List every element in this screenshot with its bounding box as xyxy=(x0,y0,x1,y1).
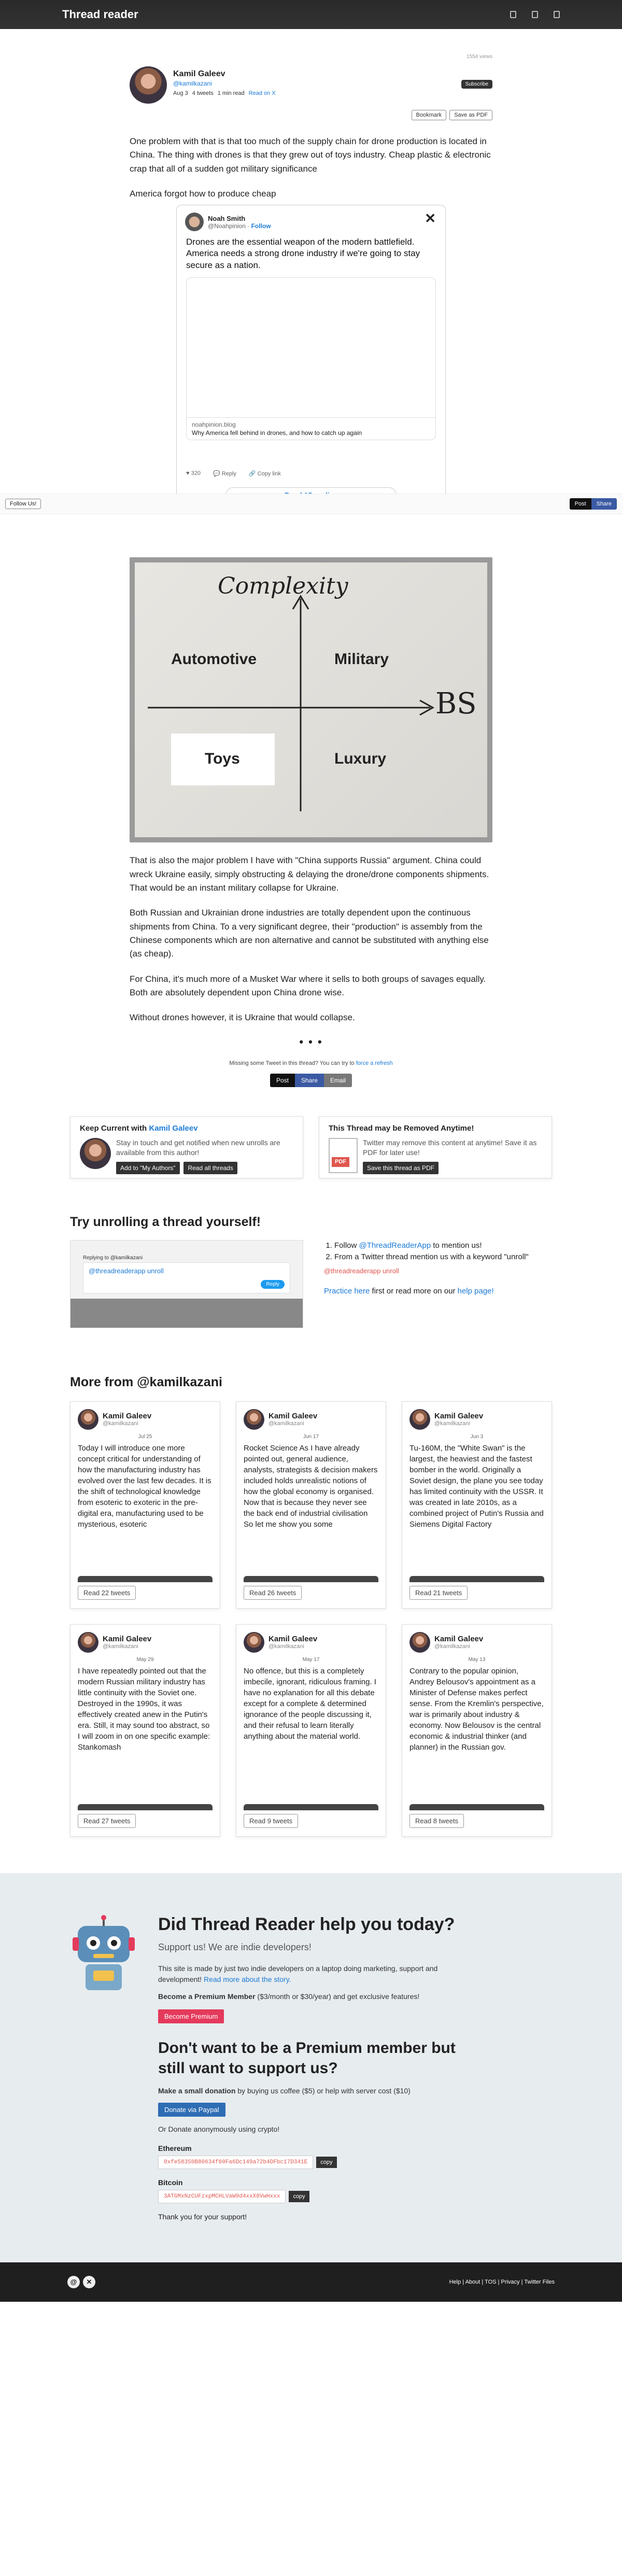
card-author-handle: @kamilkazani xyxy=(268,1643,304,1650)
step-1: 1. Follow @ThreadReaderApp to mention us! xyxy=(334,1240,529,1251)
card-author-name: Kamil Galeev xyxy=(434,1412,484,1421)
save-thread-pdf-button[interactable]: Save this thread as PDF xyxy=(363,1162,439,1174)
try-unroll-steps: 1. Follow @ThreadReaderApp to mention us! 2. From a Twitter thread mention us with a keyword "unroll" @threadreaderapp unroll Practice here first or read more on our help page! xyxy=(324,1240,529,1328)
card-avatar xyxy=(409,1409,430,1430)
card-date: Jul 25 xyxy=(138,1433,152,1440)
card-image xyxy=(409,1576,544,1582)
embedded-tweet[interactable]: Noah Smith @Noahpinion · Follow ✕ Drones are the essential weapon of the modern battlefield. America needs a strong drone industry if we're going to stay secure as a nation. noahpinion.blog Why America fell behind in drones, and how to catch up again ♥ 320 💬 Reply 🔗 Copy link xyxy=(176,205,446,511)
tweet-text-3: That is also the major problem I have with "China supports Russia" argument. China could wreck Ukraine easily, simply obstructing & delaying the drone/drone components shipments. That would be an instant military collapse for Ukraine. xyxy=(130,855,489,893)
card-image xyxy=(244,1804,378,1810)
robot-mascot-icon xyxy=(70,1915,137,1992)
support-title: Did Thread Reader help you today? xyxy=(158,1914,455,1934)
card-image xyxy=(78,1576,213,1582)
embed-text: Drones are the essential weapon of the modern battlefield. America needs a strong drone industry if we're going to stay secure as a nation. xyxy=(186,237,420,270)
card-text: Today I will introduce one more concept critical for understanding of how the manufacturing industry has evolved over the last few decades. It is the shift of technological knowledge from esoteric to exoteric in the pre-digital era, manufacturing used to be mysterious, esoteric xyxy=(78,1443,211,1529)
copy-ethereum-button[interactable]: copy xyxy=(316,2157,336,2168)
embed-link-domain: noahpinion.blog xyxy=(192,420,236,428)
card-date: May 17 xyxy=(302,1656,320,1663)
card-image xyxy=(244,1576,378,1582)
thread-card[interactable] xyxy=(70,1624,220,1837)
board-quadrant-4: Luxury xyxy=(334,750,387,768)
tweet-text-1: One problem with that is that too much of the supply chain for drone production is located in China. The thing with drones is that they grew out of toys industry. Cheap plastic & electronic crap that all of a sudden got military significance xyxy=(130,136,491,174)
ethereum-label: Ethereum xyxy=(158,2144,192,2152)
share-email-button[interactable]: Email xyxy=(324,1074,352,1087)
footer-links[interactable]: Help | About | TOS | Privacy | Twitter Files xyxy=(449,2278,555,2285)
thread-card[interactable] xyxy=(402,1401,552,1609)
board-quadrant-3: Toys xyxy=(205,750,240,768)
author-name[interactable]: Kamil Galeev xyxy=(173,69,225,78)
unroll-example-screenshot xyxy=(70,1240,303,1328)
promo-author-avatar xyxy=(80,1138,111,1169)
card-author-name: Kamil Galeev xyxy=(268,1635,318,1644)
thread-card[interactable] xyxy=(236,1401,386,1609)
donate-paypal-button[interactable]: Donate via Paypal xyxy=(158,2103,225,2117)
board-quadrant-1: Automotive xyxy=(171,651,257,668)
card-avatar xyxy=(78,1409,98,1430)
card-text: Tu-160M, the "White Swan" is the largest, the heaviest and the fastest bomber in the world. Originally a Soviet design, the plane you see today has limited continuity with the USSR. It was created in late 2010s, as a combined project of Putin's Russia and Siemens Digital Factory xyxy=(409,1443,544,1529)
card-avatar xyxy=(244,1409,264,1430)
embed-like-button[interactable]: ♥ 320 xyxy=(186,470,201,477)
tweet-text-4: Both Russian and Ukrainian drone industries are totally dependent upon the continuous shipments from China. To a very significant degree, their "production" is assembly from the Chinese components which are non alternative and cannot be substituted with anything else (as cheap). xyxy=(130,908,489,959)
thread-date: Aug 3 xyxy=(173,90,188,96)
card-author-name: Kamil Galeev xyxy=(434,1635,484,1644)
bitcoin-address[interactable]: 3ATGMxNzCUFzxpMCHLVaW9d4xxX8VwHxxx xyxy=(158,2190,286,2203)
more-threads-grid xyxy=(70,1401,552,1837)
thread-meta xyxy=(173,90,455,96)
keep-current-text: Stay in touch and get notified when new unrolls are available from this author! xyxy=(116,1138,280,1157)
author-block xyxy=(130,29,492,104)
tweet-text-6: Without drones however, it is Ukraine that would collapse. xyxy=(130,1012,355,1023)
thread-container xyxy=(130,29,492,1087)
crypto-text: Or Donate anonymously using crypto! xyxy=(158,2124,280,2133)
bookmark-button[interactable]: Bookmark xyxy=(412,110,447,120)
embed-copy-link-button[interactable]: 🔗 Copy link xyxy=(248,471,281,477)
board-title: Complexity xyxy=(218,573,348,600)
share-buttons xyxy=(130,1074,492,1087)
card-date: Jun 3 xyxy=(470,1433,484,1440)
card-avatar xyxy=(78,1632,98,1653)
thanks-text: Thank you for your support! xyxy=(158,2212,247,2221)
more-from-title: More from @kamilkazani xyxy=(70,1374,222,1389)
card-author-handle: @kamilkazani xyxy=(268,1420,304,1427)
embed-avatar[interactable] xyxy=(185,213,204,231)
card-text: Rocket Science As I have already pointed out, general audience, analysts, strategists & decision makers included holds unrealistic notions of how the global economy is organised. Now that is because they never see the back end of industrial civilisation So let me show you some xyxy=(244,1443,378,1529)
subscribe-button[interactable]: Subscribe xyxy=(461,80,492,89)
top-icons xyxy=(510,11,560,18)
card-image xyxy=(78,1804,213,1810)
embed-actions xyxy=(186,470,436,477)
card-text: I have repeatedly pointed out that the modern Russian military industry has little continuity with the Soviet one. Destroyed in the 1990s, it was effectively created anew in the Putin's era. Still, it may sound too abstract, so I will zoom in on one specific example: Stankomash xyxy=(78,1666,210,1752)
keep-current-author-link[interactable]: Kamil Galeev xyxy=(149,1123,198,1133)
card-avatar xyxy=(244,1632,264,1653)
lower-content xyxy=(70,1116,552,1837)
removed-warning-box xyxy=(319,1116,552,1178)
embed-author-name[interactable]: Noah Smith xyxy=(208,214,246,222)
card-read-button[interactable]: Read 21 tweets xyxy=(409,1586,468,1600)
pdf-icon xyxy=(329,1138,358,1173)
example-reply-button: Reply xyxy=(261,1280,285,1289)
author-avatar[interactable] xyxy=(130,66,167,104)
card-read-button[interactable]: Read 27 tweets xyxy=(78,1814,136,1828)
try-unroll-title: Try unrolling a thread yourself! xyxy=(70,1214,261,1229)
add-to-my-authors-button[interactable]: Add to "My Authors" xyxy=(116,1162,180,1174)
follow-us-button[interactable]: Follow Us! xyxy=(5,499,41,509)
card-read-button[interactable]: Read 22 tweets xyxy=(78,1586,136,1600)
card-author-handle: @kamilkazani xyxy=(434,1420,470,1427)
card-read-button[interactable]: Read 26 tweets xyxy=(244,1586,302,1600)
card-date: May 13 xyxy=(468,1656,486,1663)
keep-current-box xyxy=(70,1116,303,1178)
ethereum-address[interactable]: 0xfe58350B80634f60Fa6Dc149a72b4DFbc17D341E xyxy=(158,2156,313,2169)
sticky-share-bar xyxy=(0,494,622,514)
whiteboard-drawing xyxy=(135,562,487,837)
x-icon[interactable]: ✕ xyxy=(83,2276,95,2288)
threadreaderapp-link[interactable]: @ThreadReaderApp xyxy=(359,1241,431,1250)
top-navbar xyxy=(0,0,622,29)
practice-here-link[interactable]: Practice here xyxy=(324,1287,370,1296)
read-story-link[interactable]: Read more about the story. xyxy=(203,1975,291,1983)
footer xyxy=(0,2262,622,2302)
example-input: @threadreaderapp unroll xyxy=(89,1266,164,1275)
help-page-link[interactable]: help page! xyxy=(457,1287,494,1296)
premium-text: Become a Premium Member ($3/month or $30/year) and get exclusive features! xyxy=(158,1992,420,2001)
author-handle[interactable]: @kamilkazani xyxy=(173,80,212,87)
brand-logo[interactable]: Thread reader xyxy=(62,8,138,21)
menu-icon[interactable] xyxy=(554,11,560,18)
embed-link-title: Why America fell behind in drones, and how to catch up again xyxy=(192,429,362,437)
thread-card[interactable] xyxy=(402,1624,552,1837)
support-section xyxy=(0,1873,622,2262)
try-unroll-section xyxy=(70,1240,552,1328)
embed-follow-link[interactable]: Follow xyxy=(251,222,271,230)
removed-warning-text: Twitter may remove this content at anytime! Save it as PDF for later use! xyxy=(363,1138,537,1157)
board-axis-label: BS xyxy=(435,687,477,721)
threads-icon[interactable]: @ xyxy=(67,2276,80,2288)
save-pdf-button[interactable]: Save as PDF xyxy=(449,110,492,120)
become-premium-button[interactable]: Become Premium xyxy=(158,2009,224,2023)
read-all-threads-button[interactable]: Read all threads xyxy=(183,1162,237,1174)
card-author-name: Kamil Galeev xyxy=(103,1635,152,1644)
card-text: No offence, but this is a completely imbecile, ignorant, ridiculous framing. I have no explanation for all this debate except for a complete & determined ignorance of the people discussing it, and their refusal to learn literally anything about the material world. xyxy=(244,1666,376,1741)
card-date: Jun 17 xyxy=(303,1433,319,1440)
bitcoin-label: Bitcoin xyxy=(158,2178,183,2187)
sticky-share-button[interactable]: Share xyxy=(591,498,617,510)
share-share-button[interactable]: Share xyxy=(295,1074,324,1087)
card-date: May 29 xyxy=(136,1656,154,1663)
promo-section xyxy=(70,1116,552,1178)
keep-current-title: Keep Current with Kamil Galeev xyxy=(80,1123,198,1133)
support-subtitle: Support us! We are indie developers! xyxy=(158,1941,312,1952)
card-text: Contrary to the popular opinion, Andrey Belousov's appointment as a Minister of Defense makes perfect sense. From the Kremlin's perspective, war is primarily about industry & economy. Now Belousov is the central economic & industrial thinker (and planner) in the Russian gov. xyxy=(409,1666,544,1752)
thread-card[interactable] xyxy=(236,1624,386,1837)
board-quadrant-2: Military xyxy=(334,651,389,668)
unroll-keyword-code: @threadreaderapp unroll xyxy=(324,1267,399,1275)
view-counter: 1554 views xyxy=(466,54,492,60)
embed-link-image[interactable] xyxy=(186,277,436,417)
tweet-text-5: For China, it's much more of a Musket War where it sells to both groups of savages equally. Both are absolutely dependent upon China drone wise. xyxy=(130,974,486,998)
card-read-button[interactable]: Read 8 tweets xyxy=(409,1814,464,1828)
example-replying-label: Replying to @kamilkazani xyxy=(83,1255,143,1261)
missing-tweet-notice: Missing some Tweet in this thread? You can try to force a refresh xyxy=(229,1060,393,1066)
bookmark-icon[interactable] xyxy=(510,11,516,18)
card-author-name: Kamil Galeev xyxy=(103,1412,152,1421)
thread-end-separator: • • • xyxy=(299,1035,323,1048)
removed-warning-title: This Thread may be Removed Anytime! xyxy=(329,1123,474,1133)
thread-read-time: 1 min read xyxy=(217,90,245,96)
card-author-handle: @kamilkazani xyxy=(103,1643,138,1650)
card-author-name: Kamil Galeev xyxy=(268,1412,318,1421)
copy-bitcoin-button[interactable]: copy xyxy=(289,2191,309,2202)
embed-reply-button[interactable]: 💬 Reply xyxy=(213,471,236,477)
card-read-button[interactable]: Read 9 tweets xyxy=(244,1814,298,1828)
read-on-x-link[interactable]: Read on X xyxy=(248,90,276,96)
sticky-post-button[interactable]: Post xyxy=(570,498,591,510)
card-avatar xyxy=(409,1632,430,1653)
tweet-text-2: America forgot how to produce cheap xyxy=(130,189,276,199)
embed-handle[interactable]: @Noahpinion xyxy=(208,222,246,230)
card-author-handle: @kamilkazani xyxy=(434,1643,470,1650)
support-title-2: Don't want to be a Premium member but still want to support us? xyxy=(158,2039,456,2077)
whiteboard-image xyxy=(130,557,492,842)
thread-card[interactable] xyxy=(70,1401,220,1609)
card-author-handle: @kamilkazani xyxy=(103,1420,138,1427)
support-text: This site is made by just two indie developers on a laptop doing marketing, support and development! Read more about the story. xyxy=(158,1964,438,1983)
step-2: 2. From a Twitter thread mention us with a keyword "unroll" xyxy=(334,1251,529,1263)
thread-actions xyxy=(130,110,492,120)
share-post-button[interactable]: Post xyxy=(270,1074,295,1087)
donation-text: Make a small donation by buying us coffee ($5) or help with server cost ($10) xyxy=(158,2086,411,2095)
thread-tweet-count: 4 tweets xyxy=(192,90,214,96)
x-logo-icon[interactable]: ✕ xyxy=(425,210,436,227)
card-image xyxy=(409,1804,544,1810)
search-icon[interactable] xyxy=(532,11,538,18)
embed-link-card[interactable] xyxy=(186,417,436,440)
force-refresh-link[interactable]: force a refresh xyxy=(356,1060,393,1066)
